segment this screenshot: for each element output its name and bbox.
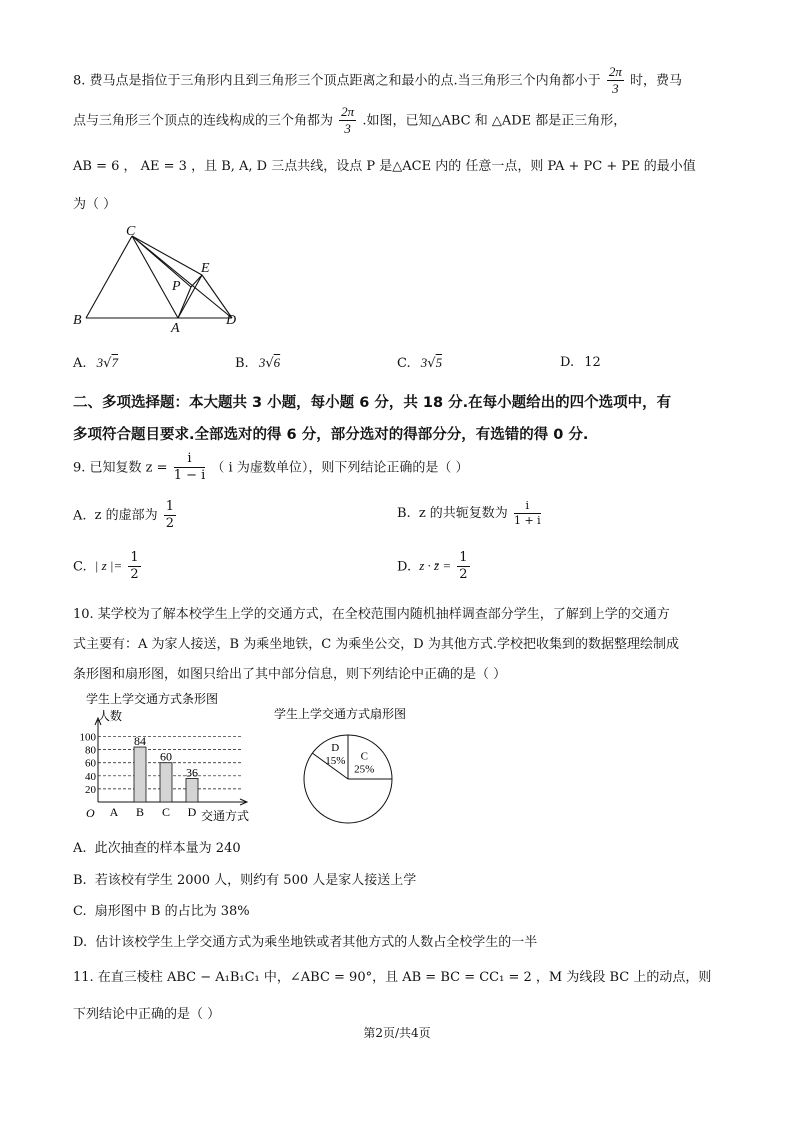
- q8-frac2-num: 2π: [339, 105, 356, 121]
- q8-text-2a: 点与三角形三个顶点的连线构成的三个角都为: [73, 113, 334, 129]
- q9-option-d[interactable]: [397, 551, 472, 583]
- pie-chart-title: 学生上学交通方式扇形图: [274, 707, 407, 721]
- bar-chart-title: 学生上学交通方式条形图: [86, 692, 219, 706]
- option-coef: 3: [420, 355, 428, 370]
- bar-d: [186, 778, 198, 802]
- page-footer: 第2页/共4页: [363, 1026, 431, 1040]
- y-tick-label: 100: [79, 731, 96, 744]
- q8-line-1: [73, 65, 682, 97]
- q8-option-a[interactable]: [73, 355, 118, 371]
- option-key: B.: [235, 356, 249, 371]
- sqrt-icon: √: [427, 356, 436, 371]
- q9-option-a[interactable]: [73, 500, 178, 532]
- y-tick-label: 80: [85, 744, 96, 757]
- bar-b: [134, 747, 146, 802]
- sqrt-icon: √: [265, 356, 274, 371]
- option-key: C.: [397, 356, 411, 371]
- q8-line-2: [73, 105, 626, 137]
- q11-line-1: 11. 在直三棱柱 ABC − A₁B₁C₁ 中，∠ABC = 90°，且 AB = BC = CC₁ = 2 ，M 为线段 BC 上的动点，则: [73, 970, 712, 985]
- pie-slice-c-percent: 25%: [354, 763, 375, 776]
- pie-slice-c-label: C: [360, 750, 368, 763]
- option-key: A.: [73, 508, 87, 524]
- fig-label-a: A: [171, 321, 180, 334]
- option-key: A.: [73, 356, 87, 371]
- option-fraction: [457, 551, 469, 583]
- option-key: D.: [560, 355, 575, 370]
- option-key: B.: [73, 873, 87, 888]
- y-tick-label: 40: [85, 770, 96, 783]
- q8-frac-den: 3: [612, 81, 619, 97]
- fig-label-b: B: [73, 313, 82, 328]
- frac-den: 2: [165, 516, 175, 532]
- q10-option-b[interactable]: [73, 869, 416, 888]
- q11-line-2: 下列结论中正确的是（ ）: [73, 1007, 221, 1022]
- q8-text-1b: 时，费马: [629, 73, 682, 89]
- option-text: 12: [584, 355, 601, 370]
- option-text: 估计该校学生上学交通方式为乘坐地铁或者其他方式的人数占全校学生的一半: [95, 935, 538, 950]
- q10-line-1: 10. 某学校为了解本校学生上学的交通方式，在全校范围内随机抽样调查部分学生，了解到上学的交通方: [73, 607, 670, 622]
- pie-slice-d-percent: 15%: [325, 755, 346, 768]
- option-key: C.: [73, 559, 87, 575]
- option-radicand: 7: [111, 355, 118, 370]
- q9-frac-den: 1 − i: [173, 468, 206, 484]
- option-text: 若该校有学生 2000 人，则约有 500 人是家人接送上学: [94, 873, 417, 888]
- bar-value-label: 60: [160, 749, 172, 764]
- bar-c: [160, 763, 172, 802]
- option-fraction: [164, 500, 176, 532]
- q9-option-c[interactable]: [73, 551, 143, 583]
- option-key: B.: [397, 506, 411, 522]
- x-tick-label: D: [187, 805, 197, 819]
- option-key: D.: [73, 935, 88, 950]
- q10-option-d[interactable]: [73, 931, 537, 950]
- frac-den: 2: [459, 567, 468, 583]
- q10-option-a[interactable]: [73, 837, 241, 856]
- q8-frac2-den: 3: [344, 121, 351, 137]
- x-tick-label: B: [135, 805, 145, 819]
- x-tick-label: A: [109, 805, 119, 819]
- q10-line-3: 条形图和扇形图，如图只给出了其中部分信息，则下列结论中正确的是（ ）: [73, 667, 507, 682]
- q8-option-c[interactable]: [397, 355, 442, 371]
- bar-value-label: 84: [134, 734, 146, 749]
- option-text: z · z̄ =: [419, 558, 452, 574]
- q8-line-3: AB = 6 ， AE = 3 ，且 B, A, D 三点共线，设点 P 是△ACE 内的 任意一点，则 PA + PC + PE 的最小值: [73, 159, 696, 174]
- q9-stem-a: 9. 已知复数 z =: [73, 460, 168, 476]
- bar-value-label: 36: [186, 765, 198, 780]
- q8-fraction-2: [339, 105, 356, 137]
- option-text: 扇形图中 B 的占比为 38%: [94, 904, 250, 919]
- q8-triangle-figure: [70, 222, 240, 334]
- sqrt-icon: √: [103, 356, 112, 371]
- frac-num: 1: [457, 551, 469, 567]
- option-key: D.: [397, 559, 412, 575]
- q9-option-b[interactable]: [397, 500, 543, 527]
- q9-fraction: [174, 452, 206, 484]
- option-coef: 3: [96, 355, 104, 370]
- y-tick-label: 60: [85, 757, 96, 770]
- q8-text-2b: .如图，已知△ABC 和 △ADE 都是正三角形，: [362, 113, 627, 129]
- fig-label-e: E: [201, 261, 210, 276]
- frac-den: 2: [130, 567, 139, 583]
- option-fraction: [514, 500, 541, 527]
- option-radicand: 6: [273, 355, 281, 370]
- pie-chart: [272, 705, 432, 825]
- bar-chart-ylabel: 人数: [98, 709, 123, 723]
- q8-option-b[interactable]: [235, 355, 280, 371]
- fig-label-p: P: [172, 279, 181, 294]
- option-text: z 的虚部为: [94, 508, 158, 524]
- option-radicand: 5: [435, 355, 443, 370]
- q9-frac-num: i: [174, 452, 206, 468]
- fig-label-c: C: [126, 224, 136, 239]
- frac-num: i: [514, 500, 541, 514]
- q9-stem-b: （ i 为虚数单位），则下列结论正确的是（ ）: [211, 460, 469, 476]
- pie-slice-d-label: D: [331, 742, 340, 755]
- option-text: 此次抽查的样本量为 240: [94, 841, 241, 856]
- q10-line-2: 式主要有：A 为家人接送，B 为乘坐地铁，C 为乘坐公交，D 为其他方式.学校把收集到的数据整理绘制成: [73, 637, 679, 652]
- q8-line-4: 为（ ）: [73, 197, 117, 212]
- option-key: C.: [73, 904, 87, 919]
- section-2-line-2: 多项符合题目要求.全部选对的得 6 分，部分选对的得部分分，有选错的得 0 分.: [73, 427, 589, 443]
- q8-text-1a: 8. 费马点是指位于三角形内且到三角形三个顶点距离之和最小的点.当三角形三个内角都小于: [73, 73, 601, 89]
- q8-frac-num: 2π: [607, 65, 624, 81]
- fig-label-d: D: [226, 313, 237, 328]
- bar-chart-origin: O: [86, 806, 95, 820]
- option-coef: 3: [258, 355, 266, 370]
- y-tick-label: 20: [85, 783, 96, 796]
- frac-num: 1: [164, 500, 176, 516]
- section-2-line-1: 二、多项选择题：本大题共 3 小题，每小题 6 分，共 18 分.在每小题给出的四个选项中，有: [73, 395, 672, 411]
- frac-num: 1: [128, 551, 140, 567]
- bar-chart-xlabel: 交通方式: [201, 809, 250, 823]
- option-text: z 的共轭复数为: [418, 506, 508, 522]
- q10-option-c[interactable]: [73, 900, 250, 919]
- bar-chart: [76, 690, 266, 825]
- frac-den: 1 + i: [513, 514, 541, 528]
- q8-fraction: [607, 65, 624, 97]
- q9-stem: [73, 452, 468, 484]
- q8-option-d[interactable]: [560, 355, 601, 370]
- x-tick-label: C: [161, 805, 171, 819]
- option-key: A.: [73, 841, 87, 856]
- option-text: | z |=: [94, 558, 123, 574]
- option-fraction: [128, 551, 140, 583]
